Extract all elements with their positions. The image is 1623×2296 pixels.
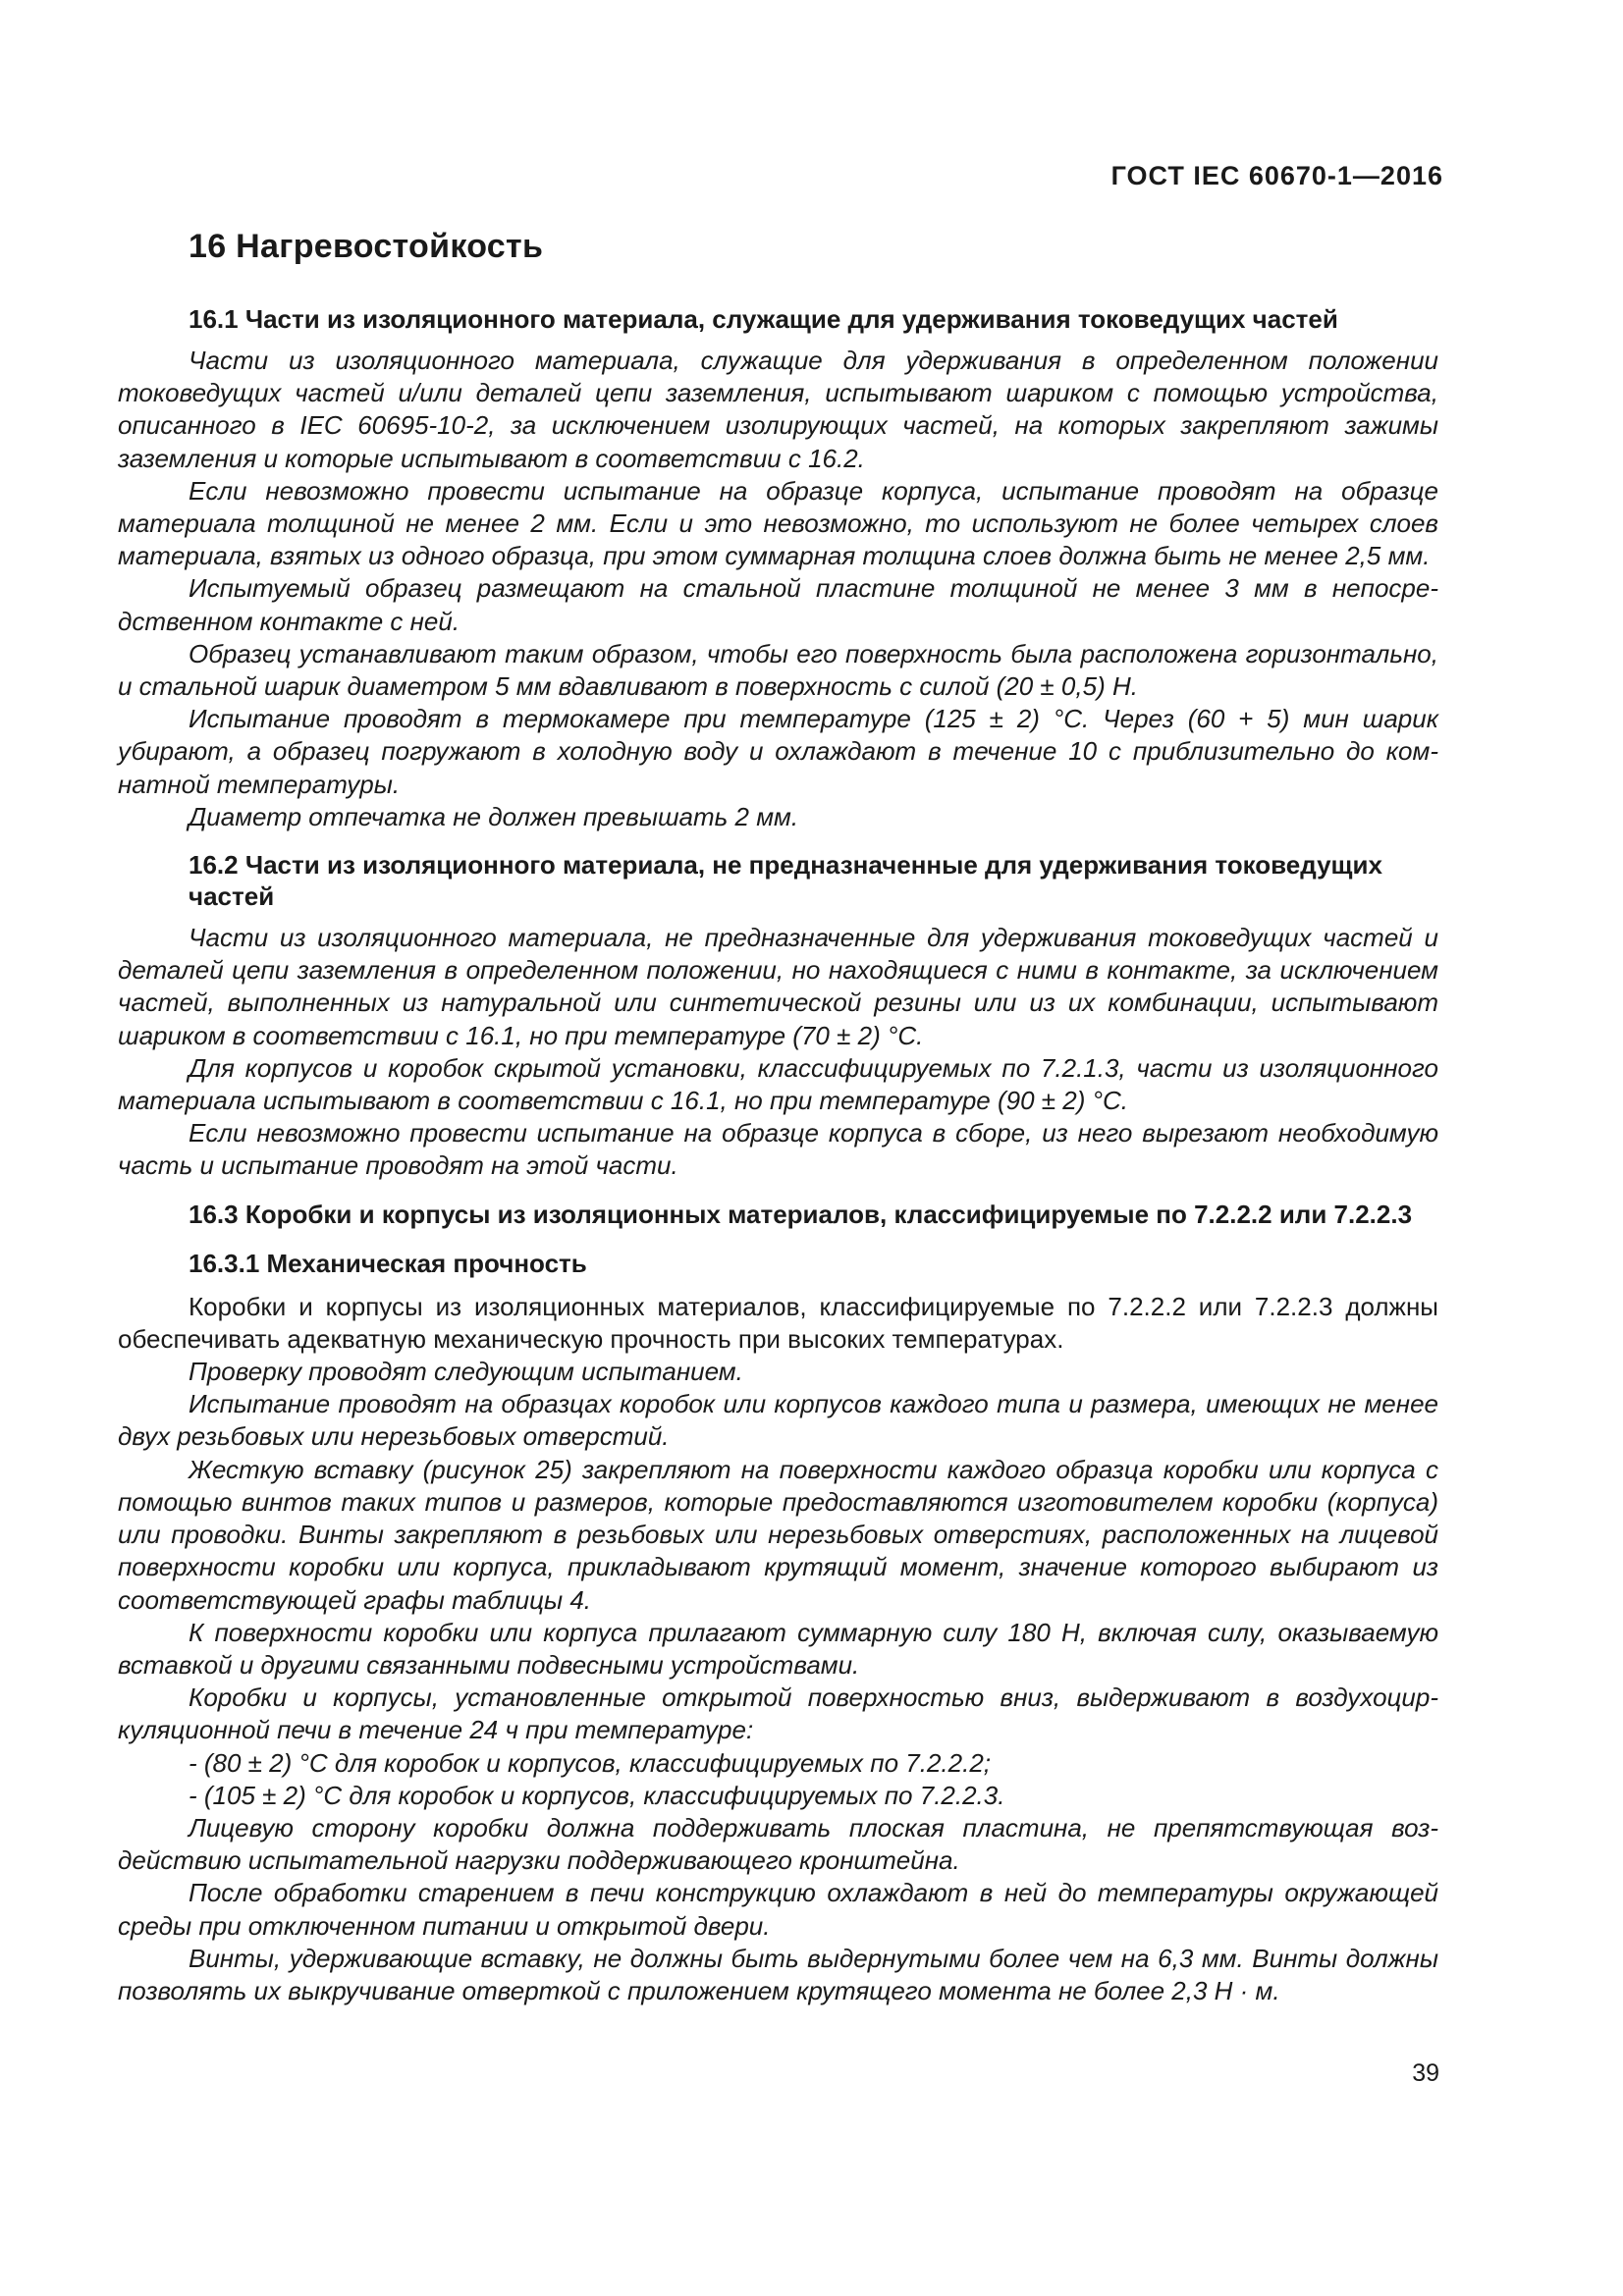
paragraph: Образец устанавливают таким образом, чтобы его поверхность была расположена горизонтально, и стальной шарик диаметром 5 мм вдавливают в поверхность с силой (20 ± 0,5) Н. (118, 638, 1438, 702)
paragraph: Части из изоляционного материала, служащие для удерживания в определенном положении токоведущих частей и/или деталей цепи заземления, испытывают шариком с помощью устройства, описанного в IEC 60695-10-2, за исключением изолирующих частей, на которых закрепляют зажимы заземления и которые испытывают в соответствии с 16.2. (118, 346, 1438, 473)
section-16-1 (118, 303, 1438, 833)
paragraph: Диаметр отпечатка не должен превышать 2 мм. (189, 801, 799, 831)
list-item: - (80 ± 2) °С для коробок и корпусов, классифицируемых по 7.2.2.2; (189, 1747, 992, 1778)
paragraph: К поверхности коробки или корпуса прилагают суммарную силу 180 Н, включая силу, оказываемую вставкой и другими связанными подвесными устройствами. (118, 1617, 1438, 1680)
paragraph: Для корпусов и коробок скрытой установки, классифицируемых по 7.2.1.3, части из изоляционного материала испытывают в соответствии с 16.1, но при температуре (90 ± 2) °С. (118, 1052, 1438, 1116)
paragraph: Испытание проводят в термокамере при температуре (125 ± 2) °С. Через (60 + 5) мин шарик убирают, а образец погружают в холодную воду и охлаждают в течение 10 с приблизительно до комнатной температуры. (118, 704, 1438, 799)
section-16-1-title: 16.1 Части из изоляционного материала, служащие для удерживания токоведущих частей (189, 304, 1338, 334)
paragraph: После обработки старением в печи конструкцию охлаждают в ней до температуры окружающей среды при отключенном питании и открытой двери. (118, 1878, 1438, 1941)
section-16-2 (118, 849, 1438, 1183)
paragraph: Коробки и корпусы, установленные открытой поверхностью вниз, выдерживают в воздухоциркуляционной печи в течение 24 ч при температуре: (118, 1682, 1438, 1745)
section-16-2-title: 16.2 Части из изоляционного материала, не предназначенные для удерживания токоведущих частей (189, 850, 1382, 912)
paragraph: Испытуемый образец размещают на стальной пластине толщиной не менее 3 мм в непосредственном контакте с ней. (118, 573, 1438, 636)
paragraph: Если невозможно провести испытание на образце корпуса в сборе, из него вырезают необходимую часть и испытание проводят на этой части. (118, 1118, 1438, 1181)
paragraph: Части из изоляционного материала, не предназначенные для удерживания токоведущих частей и деталей цепи заземления в определенном положении, но находящиеся с ними в контакте, за исключением частей, выполненных из натуральной или синтетической резины или из их комбинации, испытывают шариком в соответствии с 16.1, но при температуре (70 ± 2) °С. (118, 923, 1438, 1050)
document-body (118, 228, 1438, 2011)
section-16-3-title: 16.3 Коробки и корпусы из изоляционных материалов, классифицируемые по 7.2.2.2 или 7.2.2.3 (189, 1199, 1413, 1229)
document-header: ГОСТ IEC 60670-1—2016 (1110, 161, 1443, 190)
section-16-3-1-title: 16.3.1 Механическая прочность (189, 1248, 587, 1278)
section-16-title: 16 Нагревостойкость (189, 228, 544, 265)
paragraph: Проверку проводят следующим испытанием. (189, 1357, 743, 1387)
paragraph: Лицевую сторону коробки должна поддерживать плоская пластина, не препятствующая воздействию испытательной нагрузки поддерживающего кронштейна. (118, 1812, 1438, 1876)
page-number: 39 (1412, 2059, 1439, 2087)
list-item: - (105 ± 2) °С для коробок и корпусов, классифицируемых по 7.2.2.3. (189, 1780, 1005, 1810)
section-16-3 (118, 1199, 1438, 2007)
paragraph: Если невозможно провести испытание на образце корпуса, испытание проводят на образце материала толщиной не менее 2 мм. Если и это невозможно, то используют не более четырех слоев материала, взятых из одного образца, при этом суммарная толщина слоев должна быть не менее 2,5 мм. (118, 475, 1438, 571)
paragraph: Испытание проводят на образцах коробок или корпусов каждого типа и размера, имеющих не менее двух резьбовых или нерезьбовых отверстий. (118, 1389, 1438, 1452)
paragraph: Коробки и корпусы из изоляционных материалов, классифицируемые по 7.2.2.2 или 7.2.2.3 должны обеспечивать адекватную механическую прочность при высоких температурах. (118, 1291, 1438, 1354)
paragraph: Винты, удерживающие вставку, не должны быть выдернутыми более чем на 6,3 мм. Винты должны позволять их выкручивание отверткой с приложением крутящего момента не более 2,3 Н · м. (118, 1943, 1438, 2005)
paragraph: Жесткую вставку (рисунок 25) закрепляют на поверхности каждого образца коробки или корпуса с помощью винтов таких типов и размеров, которые предоставляются изготовителем коробки (корпуса) или проводки. Винты закрепляют в резьбовых или нерезьбовых отверстиях, расположенных на лицевой поверхности коробки или корпуса, прикладывают крутящий момент, значение которого выбирают из соответствующей графы таблицы 4. (118, 1454, 1438, 1615)
